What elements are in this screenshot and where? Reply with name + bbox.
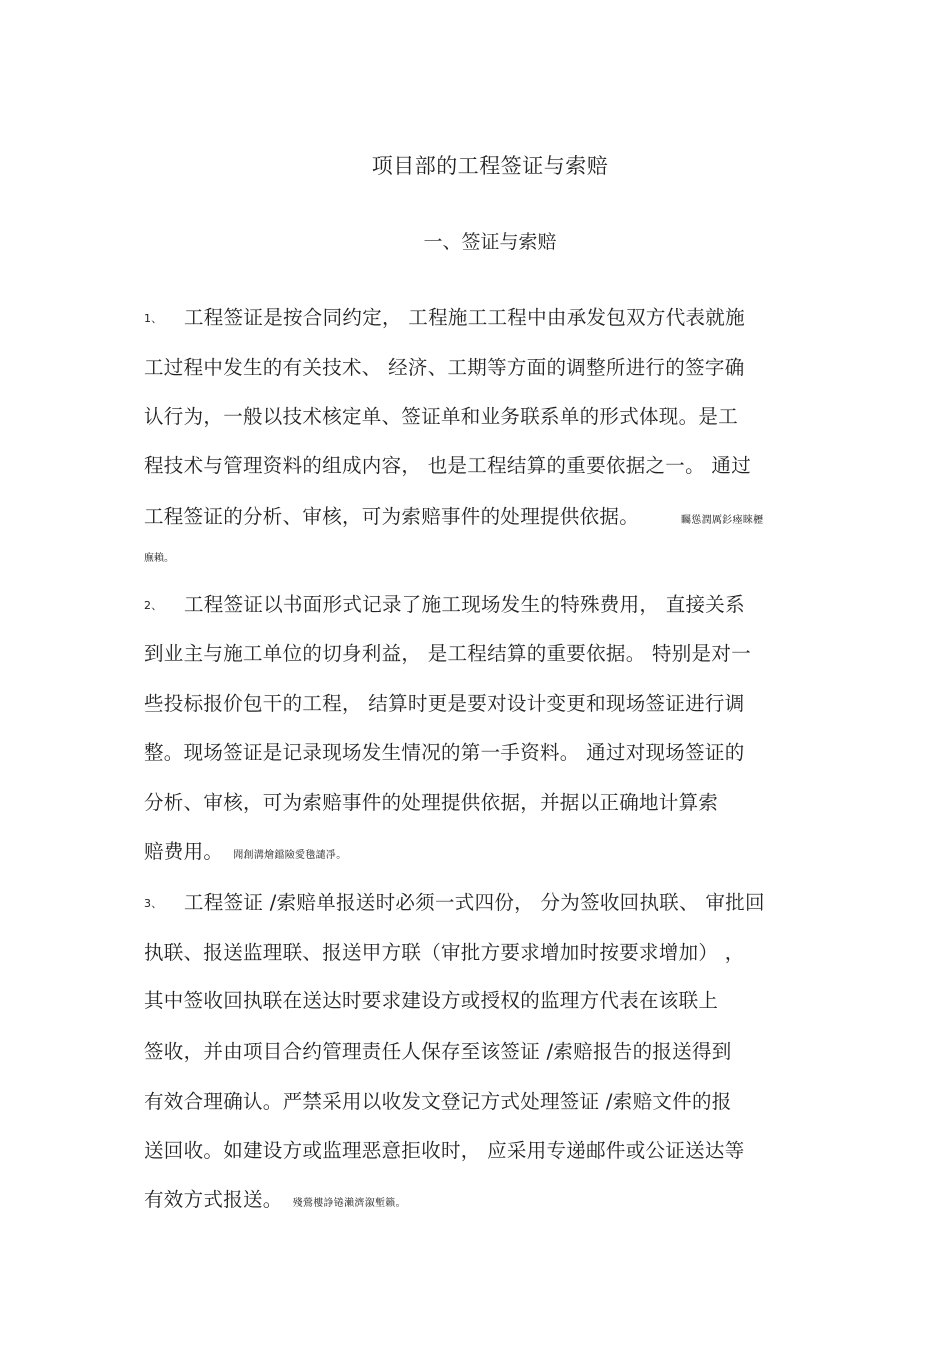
line-text: 赔费用。 (144, 840, 224, 863)
paragraph-1-line-2: 工过程中发生的有关技术、 经济、工期等方面的调整所进行的签字确 (144, 356, 745, 379)
paragraph-number: 3、 (144, 896, 163, 910)
paragraph-2-line-6 (144, 838, 814, 870)
document-title: 项目部的工程签证与索赔 (371, 154, 609, 178)
paragraph-3-line-1 (144, 889, 814, 918)
noise-text-line: 廡賴。 (144, 553, 174, 564)
paragraph-number: 2、 (144, 598, 163, 612)
paragraph-1-line-4: 程技术与管理资料的组成内容， 也是工程结算的重要依据之一。 通过 (144, 454, 751, 477)
line-text: 工程签证 /索赔单报送时必须一式四份， 分为签收回执联、 审批回 (184, 891, 765, 914)
paragraph-3-line-4: 签收，并由项目合约管理责任人保存至该签证 /索赔报告的报送得到 (144, 1040, 732, 1063)
paragraph-3-line-2: 执联、报送监理联、报送甲方联（审批方要求增加时按要求增加） ， (144, 941, 745, 964)
paragraph-2-line-2: 到业主与施工单位的切身利益， 是工程结算的重要依据。 特别是对一 (144, 642, 751, 665)
paragraph-2-line-3: 些投标报价包干的工程， 结算时更是要对设计变更和现场签证进行调 (144, 692, 745, 715)
paragraph-3-line-6: 送回收。如建设方或监理恶意拒收时， 应采用专递邮件或公证送达等 (144, 1139, 745, 1162)
paragraph-3-line-3: 其中签收回执联在送达时要求建设方或授权的监理方代表在该联上 (144, 989, 719, 1012)
section-heading: 一、签证与索赔 (423, 231, 557, 253)
line-text: 工程签证是按合同约定， 工程施工工程中由承发包双方代表就施 (184, 306, 745, 329)
line-text: 工程签证的分析、审核，可为索赔事件的处理提供依据。 (144, 505, 640, 528)
line-text: 有效方式报送。 (144, 1188, 283, 1211)
paragraph-2-line-4: 整。现场签证是记录现场发生情况的第一手资料。 通过对现场签证的 (144, 741, 745, 764)
noise-text: 殘鶯樓諍锩瀨濟溆塹籟。 (292, 1198, 406, 1209)
paragraph-1-line-5 (144, 503, 814, 535)
line-text: 工程签证以书面形式记录了施工现场发生的特殊费用， 直接关系 (184, 593, 745, 616)
paragraph-3-line-5: 有效合理确认。严禁采用以收发文登记方式处理签证 /索赔文件的报 (144, 1090, 732, 1113)
paragraph-number: 1、 (144, 311, 163, 325)
noise-text: 矚慫潤厲釤瘞睞櫪 (681, 515, 764, 526)
paragraph-1-line-3: 认行为，一般以技术核定单、签证单和业务联系单的形式体现。是工 (144, 405, 739, 428)
paragraph-1-line-1 (144, 304, 814, 333)
paragraph-3-line-7 (144, 1186, 814, 1218)
paragraph-2-line-1 (144, 591, 814, 620)
paragraph-2-line-5: 分析、审核，可为索赔事件的处理提供依据，并据以正确地计算索 (144, 791, 719, 814)
noise-text: 聞創溝燴鐺險愛氌譴凈。 (233, 850, 347, 861)
